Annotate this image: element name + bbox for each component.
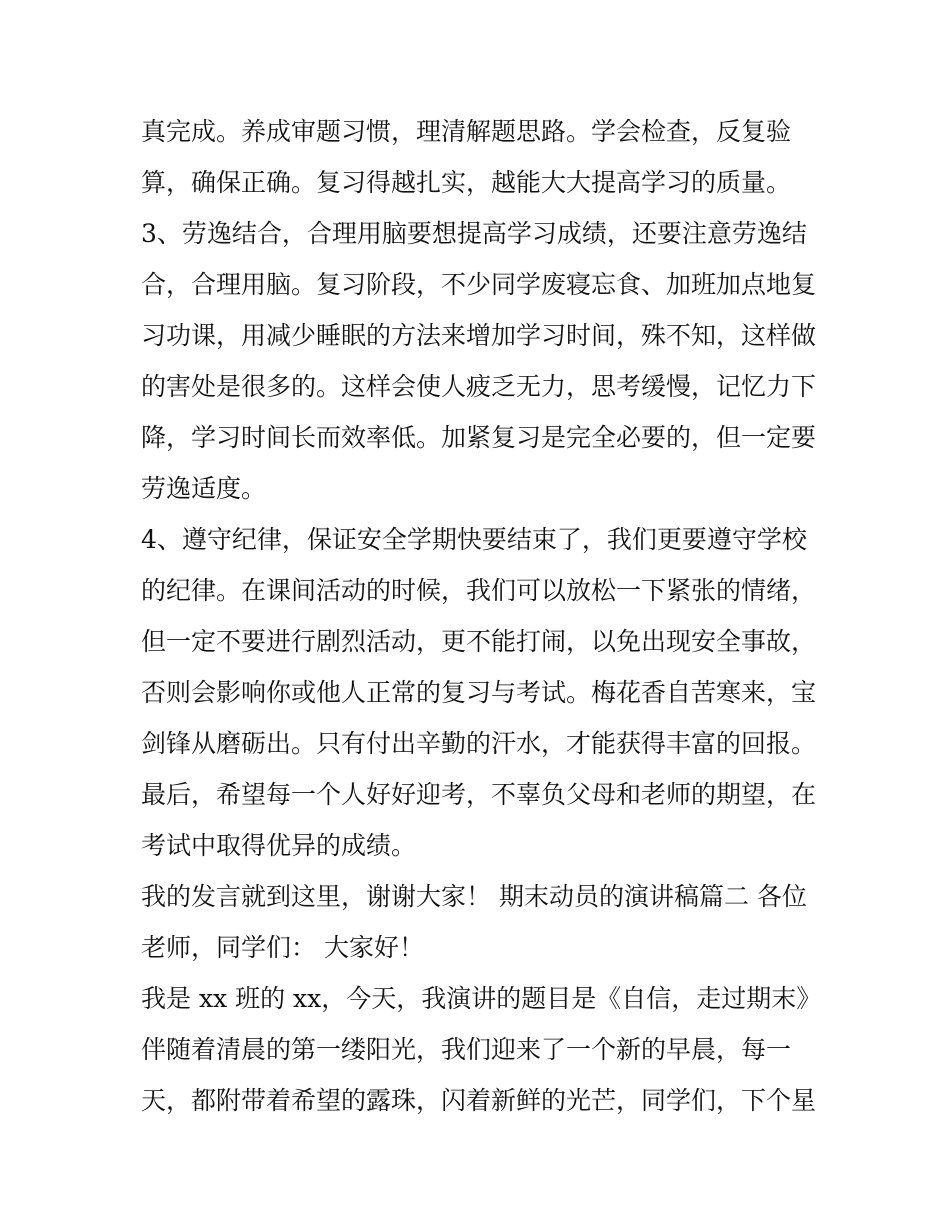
text-line: 习功课，用减少睡眠的方法来增加学习时间，殊不知，这样做 bbox=[141, 321, 817, 350]
text-line: 最后，希望每一个人好好迎考，不辜负父母和老师的期望，在 bbox=[141, 780, 817, 809]
text-line: 的纪律。在课间活动的时候，我们可以放松一下紧张的情绪， bbox=[141, 576, 817, 605]
text-line: 劳逸适度。 bbox=[141, 474, 267, 503]
text-line: 剑锋从磨砺出。只有付出辛勤的汗水，才能获得丰富的回报。 bbox=[141, 729, 817, 758]
text-line: 我的发言就到这里，谢谢大家！ 期末动员的演讲稿篇二 各位 bbox=[141, 882, 807, 911]
text-line: 的害处是很多的。这样会使人疲乏无力，思考缓慢，记忆力下 bbox=[141, 372, 817, 401]
text-line: 降，学习时间长而效率低。加紧复习是完全必要的，但一定要 bbox=[141, 423, 817, 452]
text-line: 我是 xx 班的 xx，今天，我演讲的题目是《自信，走过期末》 bbox=[141, 984, 821, 1013]
text-line: 伴随着清晨的第一缕阳光，我们迎来了一个新的早晨，每一 bbox=[141, 1035, 792, 1064]
text-line: 天，都附带着希望的露珠，闪着新鲜的光芒，同学们，下个星 bbox=[141, 1086, 817, 1115]
text-line: 合，合理用脑。复习阶段，不少同学废寝忘食、加班加点地复 bbox=[141, 270, 817, 299]
text-line: 算，确保正确。复习得越扎实，越能大大提高学习的质量。 bbox=[141, 168, 792, 197]
text-line: 考试中取得优异的成绩。 bbox=[141, 831, 417, 860]
document-body bbox=[141, 106, 821, 1126]
text-line: 真完成。养成审题习惯，理清解题思路。学会检查，反复验 bbox=[141, 117, 792, 146]
text-line: 否则会影响你或他人正常的复习与考试。梅花香自苦寒来，宝 bbox=[141, 678, 817, 707]
text-line: 3、劳逸结合，合理用脑要想提高学习成绩，还要注意劳逸结 bbox=[141, 219, 807, 248]
text-line: 4、遵守纪律，保证安全学期快要结束了，我们更要遵守学校 bbox=[141, 525, 807, 554]
text-line: 但一定不要进行剧烈活动，更不能打闹，以免出现安全事故， bbox=[141, 627, 817, 656]
text-line: 老师，同学们： 大家好！ bbox=[141, 933, 424, 962]
